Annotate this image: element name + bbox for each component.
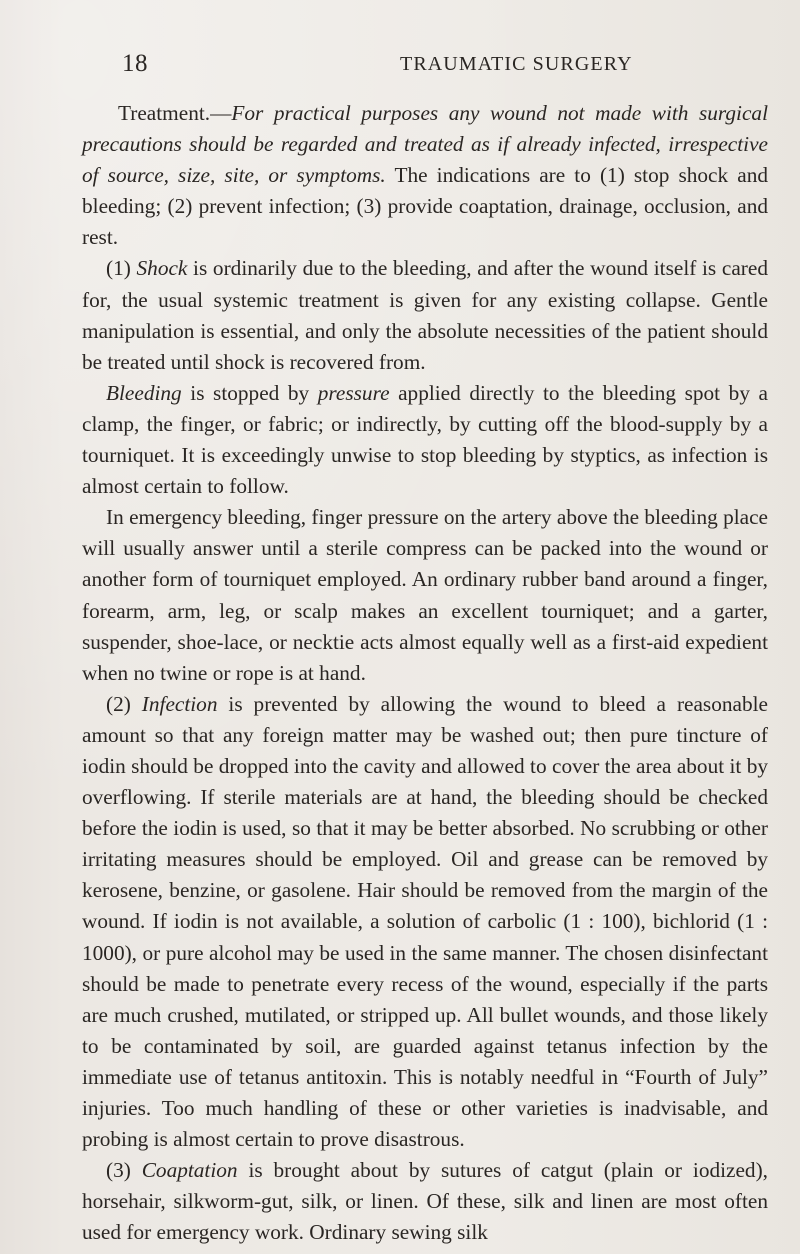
bleeding-term: Bleeding	[106, 380, 182, 405]
body-text	[82, 98, 768, 1248]
running-title: TRAUMATIC SURGERY	[400, 53, 633, 75]
pressure-term: pressure	[317, 380, 390, 405]
shock-term: Shock	[136, 256, 188, 281]
treatment-emphasis: For practical purposes any wound not made with surgical precautions should be regarded and treated as if already infected, irrespective of source, size, site, or symptoms.	[82, 101, 768, 188]
page-number: 18	[122, 50, 148, 77]
coaptation-term: Coaptation	[141, 1158, 238, 1183]
emergency-bleeding-text: In emergency bleeding, finger pressure on the artery above the bleeding place will usually answer until a sterile compress can be packed into the wound or another form of tourniquet employed. An ordinary rubber band around a finger, forearm, arm, leg, or scalp makes an excellent tourniquet; and a garter, suspender, shoe-lace, or necktie acts almost equally well as a first-aid expedient when no twine or rope is at hand.	[82, 505, 768, 685]
shock-number: (1)	[106, 256, 137, 281]
paragraph-coaptation	[82, 1155, 768, 1248]
paragraph-emergency-bleeding	[82, 502, 768, 689]
bleeding-text-1: is stopped by	[181, 380, 318, 405]
paragraph-bleeding	[82, 378, 768, 502]
heading-dash: —	[210, 101, 232, 125]
coaptation-text: is brought about by sutures of catgut (plain or iodized), horsehair, silkworm-gut, silk, or linen. Of these, silk and linen are most often used for emergency work. Ordinary sewing silk	[82, 1158, 768, 1245]
page-header	[82, 48, 768, 88]
infection-term: Infection	[141, 691, 218, 716]
paragraph-infection	[82, 689, 768, 1155]
infection-number: (2)	[106, 691, 142, 716]
section-heading-treatment: Treatment.	[118, 101, 211, 125]
infection-text: is prevented by allowing the wound to bleed a reasonable amount so that any foreign matter may be washed out; then pure tincture of iodin should be dropped into the cavity and allowed to cover the area about it by overflowing. If sterile materials are at hand, the bleeding should be checked before the iodin is used, so that it may be better absorbed. No scrubbing or other irritating measures should be employed. Oil and grease can be removed by kerosene, benzine, or gasolene. Hair should be removed from the margin of the wound. If iodin is not available, a solution of carbolic (1 : 100), bichlorid (1 : 1000), or pure alcohol may be used in the same manner. The chosen disinfectant should be made to penetrate every recess of the wound, especially if the parts are much crushed, mutilated, or stripped up. All bullet wounds, and those likely to be contaminated by soil, are guarded against tetanus infection by the immediate use of tetanus antitoxin. This is notably needful in “Fourth of July” injuries. Too much handling of these or other varieties is inadvisable, and probing is almost certain to prove disastrous.	[82, 691, 768, 1152]
paragraph-shock	[82, 253, 768, 377]
shock-text: is ordinarily due to the bleeding, and after the wound itself is cared for, the usual systemic treatment is given for any existing collapse. Gentle manipulation is essential, and only the absolute necessities of the patient should be treated until shock is recovered from.	[82, 256, 768, 374]
paragraph-treatment	[82, 98, 768, 253]
bleeding-text-2: applied directly to the bleeding spot by a clamp, the finger, or fabric; or indirectly, by cutting off the blood-supply by a tourniquet. It is exceedingly unwise to stop bleeding by styptics, as infection is almost certain to follow.	[82, 380, 768, 499]
coaptation-number: (3)	[106, 1158, 142, 1183]
treatment-text: The indications are to (1) stop shock and bleeding; (2) prevent infection; (3) provide coaptation, drainage, occlusion, and rest.	[82, 163, 768, 250]
